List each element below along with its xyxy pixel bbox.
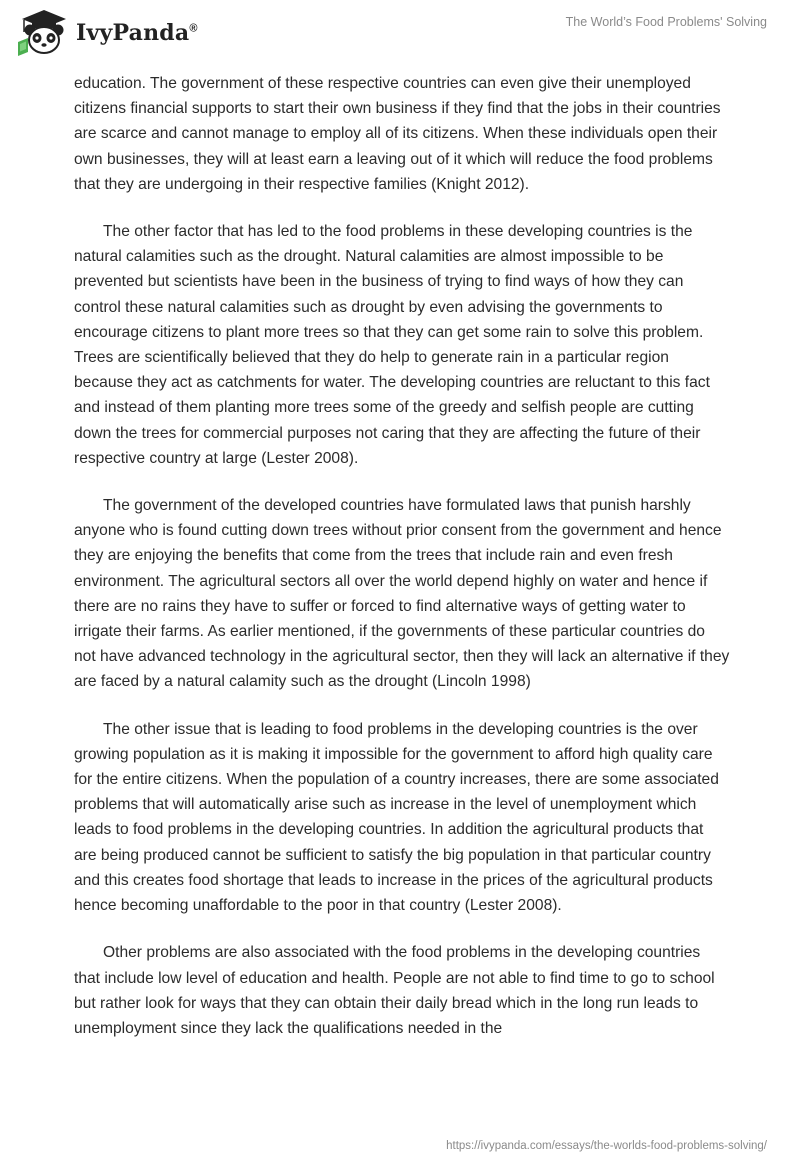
paragraph-1: education. The government of these respective countries can even give their unemployed citizens financial supports to start their own business if they find that the jobs in their countries are scarce and cannot manage to employ all of its citizens. When these individuals open their own businesses, they will at least earn a leaving out of it which will reduce the food problems that they are undergoing in their respective families (Knight 2012). [74,75,721,193]
source-url-link[interactable]: https://ivypanda.com/essays/the-worlds-food-problems-solving/ [446,1140,767,1152]
paragraph-3: The government of the developed countries have formulated laws that punish harshly anyone who is found cutting down trees without prior consent from the government and hence they are enjoying the benefits that come from the trees that include rain and even fresh environment. The agricultural sectors all over the world depend highly on water and hence if there are no rains they have to suffer or forced to find alternative ways of getting water to irrigate their farms. As earlier mentioned, if the governments of these particular countries do not have advanced technology in the agricultural sector, then they will lack an alternative if they are faced by a natural calamity such as the drought (Lincoln 1998) [74,497,730,691]
ivypanda-logo-link[interactable] [14,8,198,58]
paragraph-4: The other issue that is leading to food problems in the developing countries is the over growing population as it is making it impossible for the government to afford high quality care for the entire citizens. When the population of a country increases, there are some associated problems that will automatically arise such as increase in the level of unemployment which leads to food problems in the developing countries. In addition the agricultural products that are being produced cannot be sufficient to satisfy the big population in that particular country and this creates food shortage that leads to increase in the prices of the agricultural products hence becoming unaffordable to the poor in that country (Lester 2008). [74,720,719,915]
document-title: The World’s Food Problems' Solving [565,15,767,29]
page-header [0,0,800,70]
panda-graduation-cap-icon [14,8,74,58]
paragraph-2: The other factor that has led to the food problems in these developing countries is the natural calamities such as the drought. Natural calamities are almost impossible to be prevented but scientists have been in the business of trying to find ways of how they can control these natural calamities such as drought by even advising the governments to encourage citizens to plant more trees so that they can get some rain to solve this problem. Trees are scientifically believed that they do help to generate rain in a particular region because they act as catchments for water. The developing countries are reluctant to this fact and instead of them planting more trees some of the greedy and selfish people are cutting down the trees for commercial purposes not caring that they are affecting the future of their respective country at large (Lester 2008). [74,223,710,467]
logo-wordmark: IvyPanda® [76,20,198,46]
paragraph-5: Other problems are also associated with the food problems in the developing countries that include low level of education and health. People are not able to find time to go to school but rather look for ways that they can obtain their daily bread which in the long run leads to unemployment since they lack the qualifications needed in the [74,944,715,1037]
essay-body [74,71,730,1063]
